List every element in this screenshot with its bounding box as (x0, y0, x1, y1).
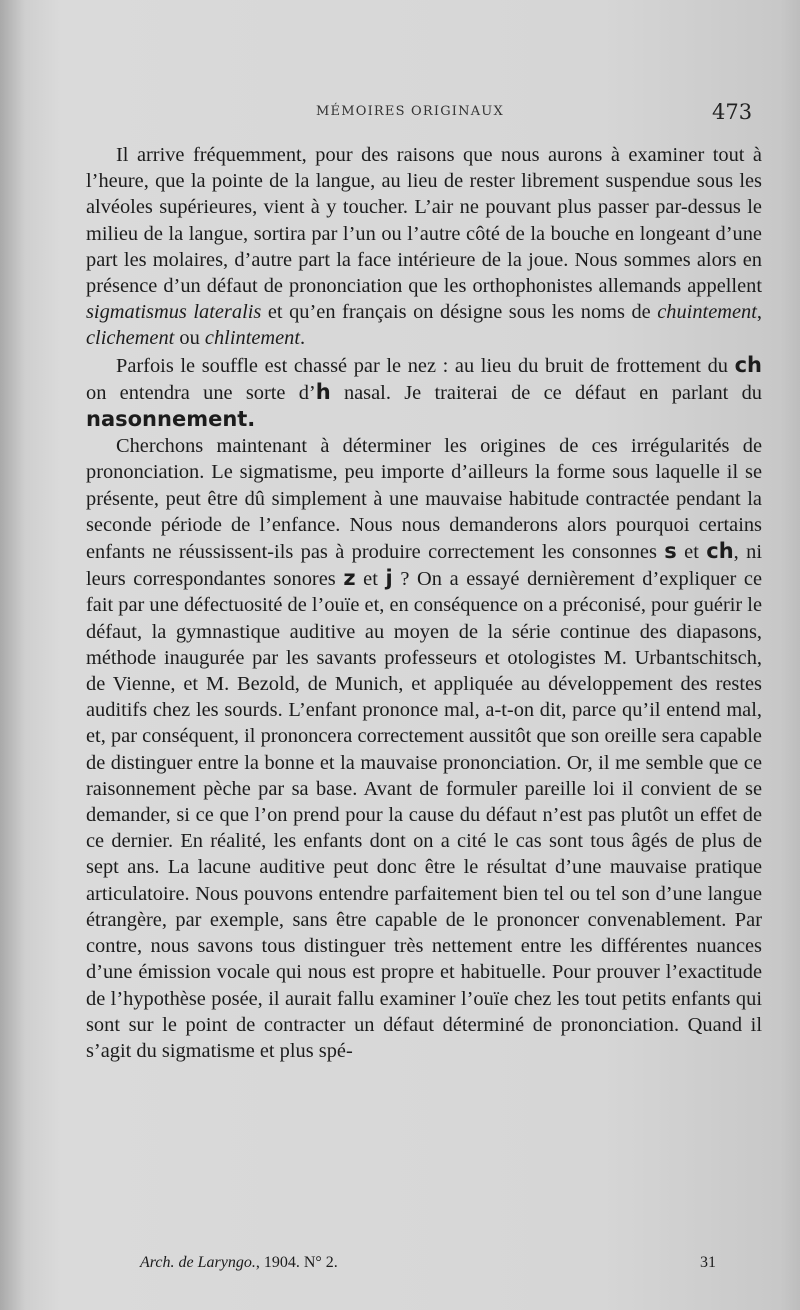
paragraph-3: Cherchons maintenant à déterminer les origines de ces irrégularités de prononciation. Le sigmatisme, peu importe d’ailleurs la forme sous laquelle il se présente, peut être dû simplement à une mauvaise habitude contractée pendant la seconde période de l’enfance. Nous nous demanderons alors pourquoi certains enfants ne réussissent-ils pas à produire correctement les consonnes s et ch, ni leurs correspondantes sonores z et j ? On a essayé dernièrement d’expliquer ce fait par une défectuosité de l’ouïe et, en conséquence on a préconisé, pour guérir le défaut, la gymnastique auditive au moyen de la série continue des diapasons, méthode inaugurée par les savants professeurs et otologistes M. Urbantschitsch, de Vienne, et M. Bezold, de Munich, et appliquée au développement des restes auditifs chez les sourds. L’enfant prononce mal, a-t-on dit, parce qu’il entend mal, et, par conséquent, il prononcera correctement aussitôt que son oreille sera capable de distinguer entre la bonne et la mauvaise prononciation. Or, il me semble que ce raisonnement pèche par sa base. Avant de formuler pareille loi il convient de se demander, si ce que l’on prend pour la cause du défaut n’est pas plutôt un effet de ce dernier. En réalité, les enfants dont on a cité le cas sont tous âgés de plus de sept ans. La lacune auditive peut donc être le résultat d’une mauvaise pratique articulatoire. Nous pouvons entendre parfaitement bien tel ou tel son d’une langue étrangère, par exemple, sans être capable de le prononcer convenablement. Par contre, nous savons tous distinguer très nettement entre les différentes nuances d’une émission vocale qui nous est propre et habituelle. Pour prouver l’exactitude de l’hypothèse posée, il aurait fallu examiner l’ouïe chez les tout petits enfants qui sont sur le point de contracter un défaut déterminé de prononciation. Quand il s’agit du sigmatisme et plus spé- (86, 435, 762, 1062)
paragraph-2: Parfois le souffle est chassé par le nez : au lieu du bruit de frottement du ch on entendra une sorte d’h nasal. Je traiterai de ce défaut en parlant du nasonnement. (86, 352, 762, 432)
body-text (86, 142, 762, 1064)
signature-mark: 31 (700, 1254, 716, 1271)
page-footer (0, 1254, 800, 1278)
page-header (0, 100, 800, 124)
italic-term: sigmatismus lateralis (86, 301, 262, 324)
italic-term: chlintement (204, 327, 301, 350)
bold-term: ch (706, 539, 734, 564)
bold-term: ch (734, 352, 762, 377)
bold-term: h (315, 379, 331, 404)
journal-issue: , 1904. N° 2. (255, 1254, 338, 1271)
bold-term: z (343, 566, 356, 591)
bold-term: j (385, 566, 393, 591)
journal-name: Arch. de Laryngo. (140, 1254, 256, 1271)
page-number: 473 (712, 100, 753, 124)
italic-term: clichement (86, 327, 175, 350)
bold-term: nasonnement. (86, 407, 256, 432)
italic-term: chuintement (657, 301, 757, 324)
paragraph-1: Il arrive fréquemment, pour des raisons que nous aurons à examiner tout à l’heure, que la pointe de la langue, au lieu de rester librement suspendue sous les alvéoles supérieures, vient à y toucher. L’air ne pouvant plus passer par-dessus le milieu de la langue, sortira par l’un ou l’autre côté de la bouche en longeant d’une part les molaires, d’autre part la face intérieure de la joue. Nous sommes alors en présence d’un défaut de prononciation que les orthophonistes allemands appellent sigmatismus lateralis et qu’en français on désigne sous les noms de chuintement, clichement ou chlintement. (86, 144, 762, 350)
journal-citation (140, 1254, 338, 1272)
running-head: MÉMOIRES ORIGINAUX (316, 104, 504, 119)
bold-term: s (664, 539, 677, 564)
